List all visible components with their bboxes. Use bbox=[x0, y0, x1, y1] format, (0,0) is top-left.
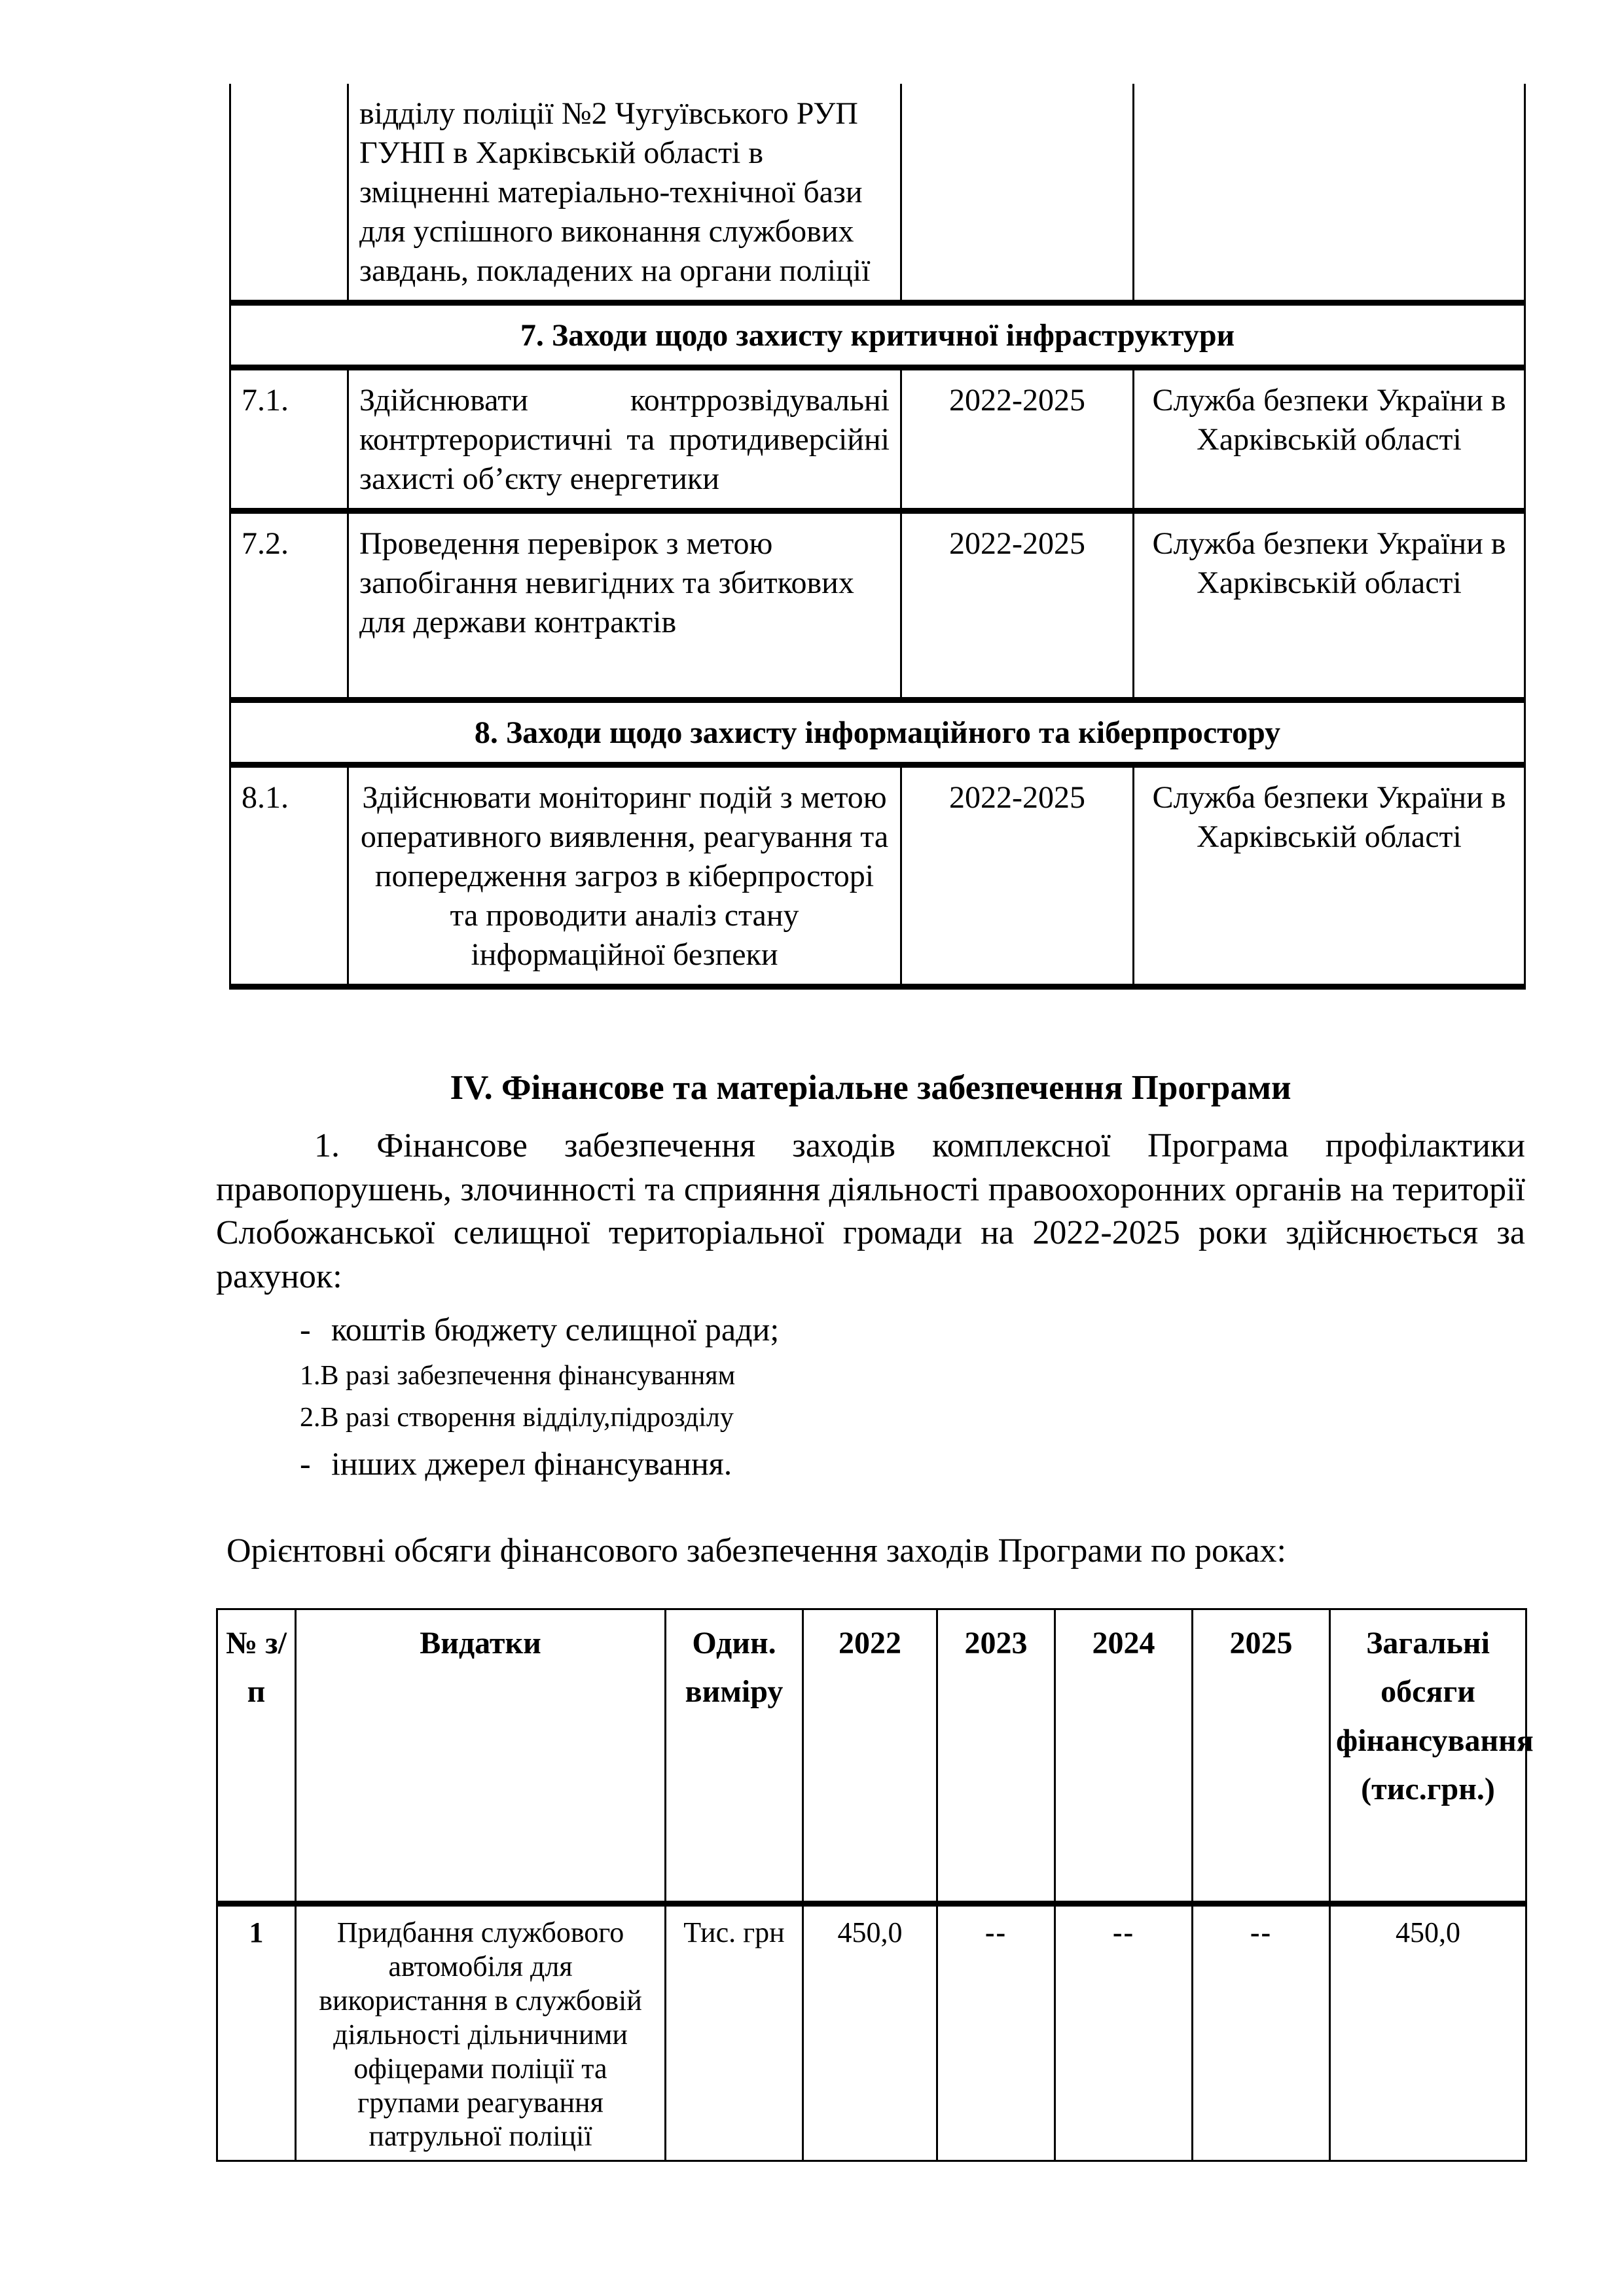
page-content bbox=[216, 84, 1534, 2162]
year-2023-cell: -- bbox=[937, 1903, 1055, 2161]
table-row-8-1 bbox=[230, 765, 1525, 987]
executor-cell bbox=[1134, 84, 1525, 303]
period-cell bbox=[901, 84, 1134, 303]
section-7-header-row bbox=[230, 303, 1525, 368]
section-7-title: 7. Заходи щодо захисту критичної інфраструктури bbox=[230, 303, 1525, 368]
funding-sources-list bbox=[216, 1309, 1525, 1484]
col-header-total: Загальні обсяги фінансування (тис.грн.) bbox=[1330, 1609, 1526, 1903]
list-item bbox=[300, 1359, 1525, 1392]
section-iv-heading: IV. Фінансове та матеріальне забезпечення Програми bbox=[450, 1069, 1291, 1107]
list-item-text: коштів бюджету селищної ради; bbox=[331, 1311, 780, 1348]
col-header-2022: 2022 bbox=[803, 1609, 937, 1903]
dash-bullet: - bbox=[300, 1311, 311, 1348]
table-row-7-2 bbox=[230, 511, 1525, 700]
finance-table bbox=[216, 1608, 1534, 2162]
period-cell: 2022-2025 bbox=[901, 511, 1134, 700]
list-item-text: В разі забезпечення фінансуванням bbox=[320, 1360, 736, 1391]
list-item-text: інших джерел фінансування. bbox=[331, 1445, 732, 1482]
col-header-expense: Видатки bbox=[296, 1609, 666, 1903]
measure-text-cell: Здійснювати моніторинг подій з метою оперативного виявлення, реагування та попередження загроз в кіберпросторі та проводити аналіз стану інформаційної безпеки bbox=[348, 765, 901, 987]
table-row-carryover bbox=[230, 84, 1525, 303]
number-bullet: 1. bbox=[300, 1360, 321, 1391]
period-cell: 2022-2025 bbox=[901, 368, 1134, 511]
list-item bbox=[300, 1309, 1525, 1350]
finance-header-row bbox=[217, 1609, 1526, 1903]
finance-row-1 bbox=[217, 1903, 1526, 2161]
row-number-cell: 7.2. bbox=[230, 511, 348, 700]
col-header-unit: Один. виміру bbox=[666, 1609, 803, 1903]
executor-cell: Служба безпеки України в Харківській області bbox=[1134, 511, 1525, 700]
col-header-2025: 2025 bbox=[1193, 1609, 1330, 1903]
total-cell: 450,0 bbox=[1330, 1903, 1526, 2161]
dash-bullet: - bbox=[300, 1445, 311, 1482]
period-cell: 2022-2025 bbox=[901, 765, 1134, 987]
measures-table bbox=[229, 84, 1526, 990]
unit-cell: Тис. грн bbox=[666, 1903, 803, 2161]
row-number-cell: 7.1. bbox=[230, 368, 348, 511]
table-row-7-1 bbox=[230, 368, 1525, 511]
row-number-cell: 8.1. bbox=[230, 765, 348, 987]
row-number-cell bbox=[230, 84, 348, 303]
list-item bbox=[300, 1443, 1525, 1484]
year-2022-cell: 450,0 bbox=[803, 1903, 937, 2161]
finance-paragraph: 1. Фінансове забезпечення заходів комплексної Програма профілактики правопорушень, злочинності та сприяння діяльності правоохоронних органів на території Слобожанської селищної територіальної громади на 2022-2025 роки здійснюється за рахунок: bbox=[216, 1127, 1525, 1295]
number-bullet: 2. bbox=[300, 1403, 321, 1433]
measure-text-cell bbox=[348, 511, 901, 700]
measure-text: Проведення перевірок з метою запобігання невигідних та збиткових для держави контрактів bbox=[359, 526, 854, 639]
row-number-cell: 1 bbox=[217, 1903, 296, 2161]
executor-cell: Служба безпеки України в Харківській області bbox=[1134, 368, 1525, 511]
section-8-header-row bbox=[230, 700, 1525, 765]
year-2025-cell: -- bbox=[1193, 1903, 1330, 2161]
executor-cell: Служба безпеки України в Харківській області bbox=[1134, 765, 1525, 987]
year-2024-cell: -- bbox=[1055, 1903, 1193, 2161]
list-item bbox=[300, 1401, 1525, 1434]
volumes-intro-line: Орієнтовні обсяги фінансового забезпечення заходів Програми по роках: bbox=[226, 1532, 1287, 1570]
measure-text-cell: Здійснювати контррозвідувальні контртерористичні та протидиверсійні захисті об’єкту енергетики bbox=[348, 368, 901, 511]
section-8-title: 8. Заходи щодо захисту інформаційного та кіберпростору bbox=[230, 700, 1525, 765]
expense-cell: Придбання службового автомобіля для використання в службовій діяльності дільничними офіцерами поліції та групами реагування патрульної поліції bbox=[296, 1903, 666, 2161]
list-item-text: В разі створення відділу,підрозділу bbox=[320, 1403, 734, 1433]
col-header-2023: 2023 bbox=[937, 1609, 1055, 1903]
col-header-num: № з/п bbox=[217, 1609, 296, 1903]
col-header-2024: 2024 bbox=[1055, 1609, 1193, 1903]
measure-text-cell: відділу поліції №2 Чугуївського РУП ГУНП в Харківській області в зміцненні матеріально-технічної бази для успішного виконання службових завдань, покладених на органи поліції bbox=[348, 84, 901, 303]
